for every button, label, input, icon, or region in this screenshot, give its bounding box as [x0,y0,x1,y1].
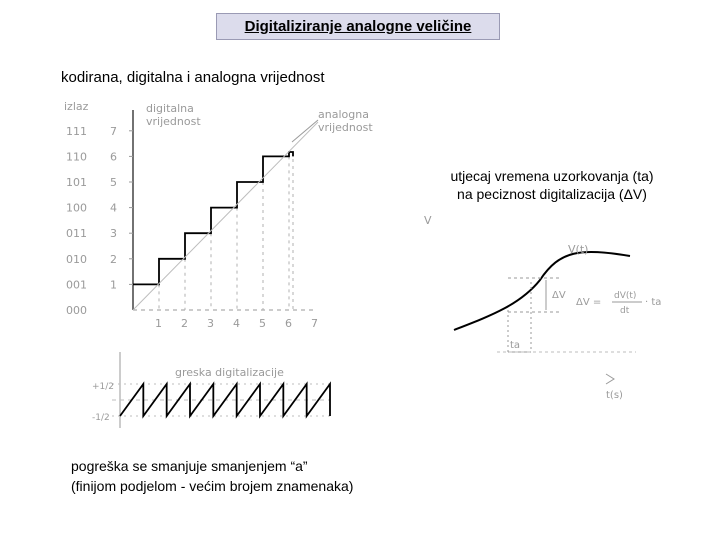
level-label: 6 [110,150,117,164]
x-tick-label: 6 [285,317,292,330]
x-axis-arrowhead [606,374,614,384]
formula-lhs: ΔV = [576,297,602,308]
code-labels [66,125,87,317]
delta-v-label: ΔV [552,290,566,301]
error-axis-top-label: +1/2 [92,382,115,392]
error-plot-label: greska digitalizacije [175,366,284,379]
x-tick-label: 2 [181,317,188,330]
sampling-note-line-1: utjecaj vremena uzorkovanja (ta) [450,168,654,184]
x-tick-label: 4 [233,317,240,330]
analog-line [133,122,318,310]
analog-label-2: vrijednost [318,121,373,134]
sampling-diagram [424,214,661,401]
level-labels [110,125,133,292]
level-label: 5 [110,176,117,189]
quantization-diagram [64,100,373,330]
code-label: 010 [66,252,87,266]
level-label: 7 [110,124,117,138]
curve-label: V(t) [568,243,589,256]
level-label: 1 [110,278,117,292]
x-tick-label: 1 [155,317,162,330]
x-tick-label: 3 [207,317,214,330]
code-label: 001 [66,278,87,292]
sampling-y-axis-label: V [424,214,432,227]
x-tick-labels [155,317,318,330]
code-label: 101 [66,176,87,189]
page-title: Digitaliziranje analogne veličine [244,18,472,35]
section-subtitle: kodirana, digitalna i analogna vrijednost [61,69,325,86]
code-label: 000 [66,304,87,317]
formula-multiplier: · ta [645,297,662,308]
sampling-note-line-2: na peciznost digitalizacija (ΔV) [457,186,647,202]
digital-column-header-2: vrijednost [146,115,201,128]
level-label: 2 [110,252,117,266]
guide-lines [159,152,293,310]
sampling-x-axis-label: t(s) [606,390,623,401]
signal-curve [454,252,630,330]
error-axis-bottom-label: -1/2 [92,413,110,423]
footer-note-line-1: pogreška se smanjuje smanjenjem “a” [71,458,308,474]
error-plot [92,352,330,428]
x-tick-label: 5 [259,317,266,330]
code-label: 111 [66,124,87,138]
analog-label-1: analogna [318,108,369,121]
code-label: 011 [66,227,87,241]
footer-note-line-2: (finijom podjelom - većim brojem znamenaka) [71,478,354,494]
level-label: 3 [110,227,117,241]
formula-denominator: dt [620,306,630,316]
formula-numerator: dV(t) [614,291,637,301]
code-label: 100 [66,201,87,215]
ta-label: ta [510,340,521,351]
x-tick-label: 7 [311,317,318,330]
code-label: 110 [66,150,87,164]
level-label: 4 [110,201,117,215]
digital-column-header-1: digitalna [146,102,194,115]
analog-pointer [292,120,318,142]
code-column-header: izlaz [64,100,89,113]
